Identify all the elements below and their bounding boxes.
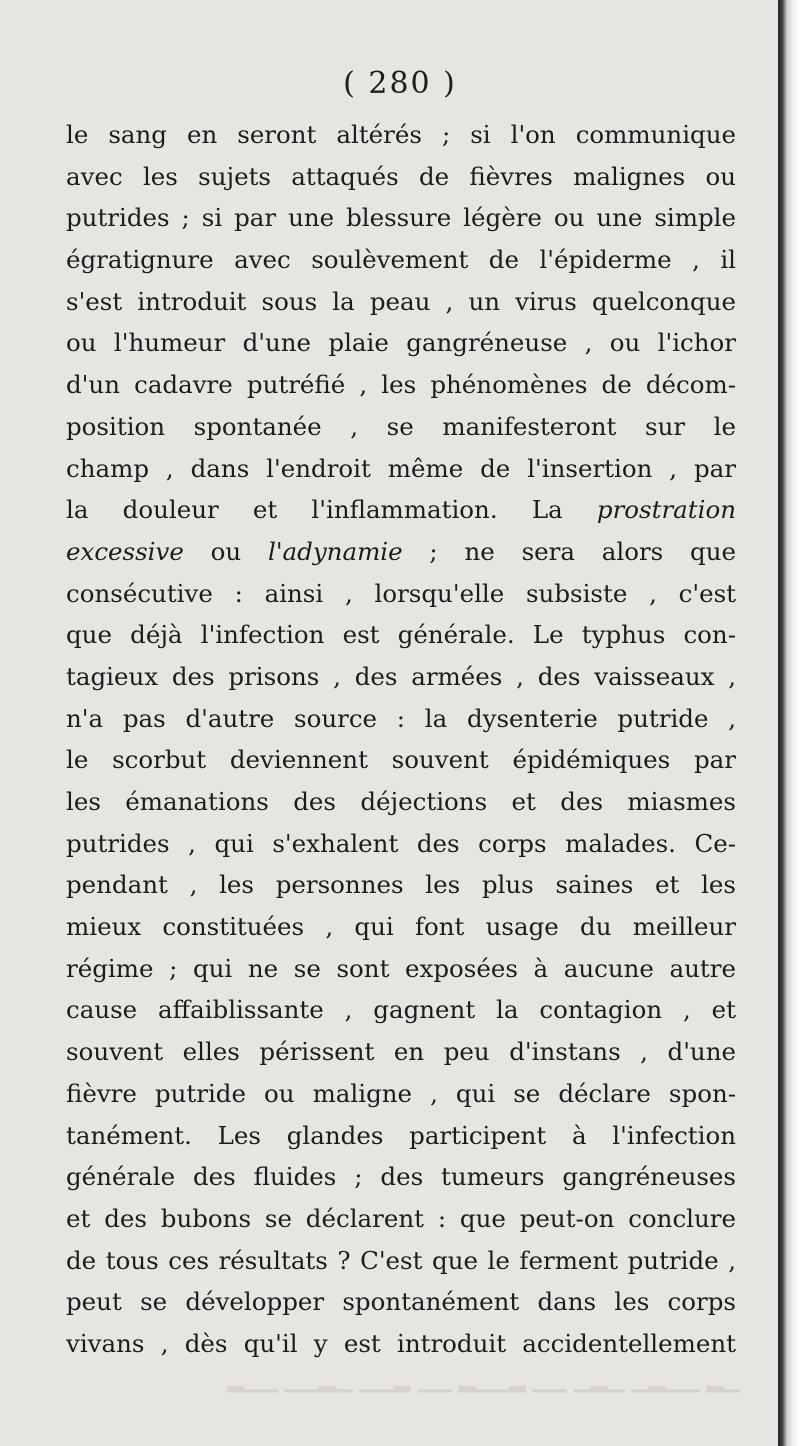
text-line: consécutive : ainsi , lorsqu'elle subsiste , c'est [66,578,736,608]
text-line: peut se développer spontanément dans les corps [66,1287,736,1317]
text-line: avec les sujets attaqués de fièvres malignes ou [66,161,736,191]
text-line: le scorbut deviennent souvent épidémiques par [66,745,736,775]
page-number: ( 280 ) [343,66,457,101]
text-line: tanément. Les glandes participent à l'infection [66,1120,736,1150]
text-line: de tous ces résultats ? C'est que le ferment putride , [66,1245,736,1275]
text-line: putrides , qui s'exhalent des corps malades. Ce- [66,828,736,858]
text-line: d'un cadavre putréfié , les phénomènes de décom- [66,370,736,400]
text-line: que déjà l'infection est générale. Le typhus con- [66,620,736,650]
text-line: générale des fluides ; des tumeurs gangréneuses [66,1162,736,1192]
text-line: fièvre putride ou maligne , qui se déclare spon- [66,1078,736,1108]
italic-term: excessive [66,536,184,566]
text-line: les émanations des déjections et des miasmes [66,787,736,816]
text-line: champ , dans l'endroit même de l'insertion , par [66,453,736,483]
text-line: n'a pas d'autre source : la dysenterie putride , [66,703,736,733]
page-edge [778,0,800,1446]
text-line: tagieux des prisons , des armées , des vaisseaux , [66,661,736,691]
text-line: excessive ou l'adynamie ; ne sera alors que [66,536,736,566]
text-line: vivans , dès qu'il y est introduit accidentellement [66,1328,736,1358]
text-line: souvent elles périssent en peu d'instans , d'une [66,1037,736,1067]
text-line: pendant , les personnes les plus saines et les [66,870,736,900]
text-line: s'est introduit sous la peau , un virus quelconque [66,286,736,316]
body-text [66,114,736,1365]
text-line: position spontanée , se manifesteront sur le [66,411,736,441]
text-line: putrides ; si par une blessure légère ou une simple [66,203,736,233]
text-line: le sang en seront altérés ; si l'on communique [66,120,736,149]
text-line: mieux constituées , qui font usage du meilleur [66,912,736,942]
text-line: régime ; qui ne se sont exposées à aucune autre [66,953,736,983]
italic-term: prostration [596,495,736,525]
italic-term: l'adynamie [267,536,403,566]
text-line: ou l'humeur d'une plaie gangréneuse , ou l'ichor [66,328,736,358]
bleed-through-shadow: ▁▂ ▁▁▂▁ ▁▂▁ ▁▁ ▂▁▁▂ ▁▁ ▂▁▁ ▁▂▁▁ ▁▁▂ [227,1368,740,1393]
text-line: et des bubons se déclarent : que peut-on conclure [66,1203,736,1233]
text-line: cause affaiblissante , gagnent la contagion , et [66,995,736,1025]
text-line: la douleur et l'inflammation. La prostration [66,495,736,525]
text-line: égratignure avec soulèvement de l'épiderme , il [66,245,736,275]
